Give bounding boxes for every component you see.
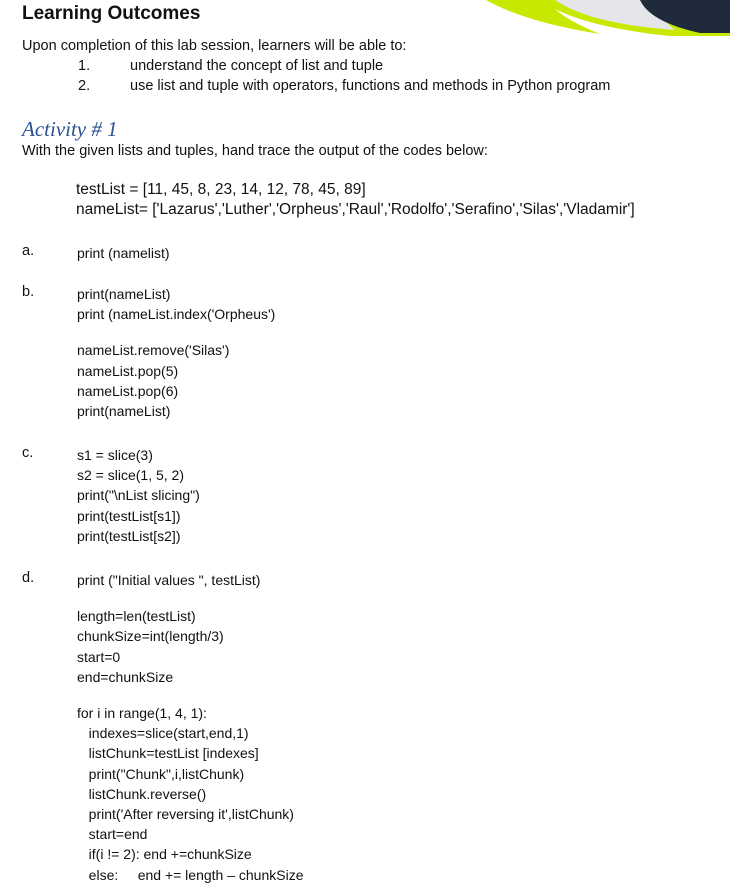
outcome-text: use list and tuple with operators, functions and methods in Python program [130, 78, 611, 94]
code-line: nameList.pop(5) [77, 362, 179, 379]
code-line: else: end += length – chunkSize [77, 866, 304, 883]
code-block [77, 606, 224, 687]
code-block [77, 445, 200, 546]
outcome-text: understand the concept of list and tuple [130, 58, 384, 74]
activity-instruction: With the given lists and tuples, hand trace the output of the codes below: [22, 143, 488, 159]
exercise-label: d. [22, 570, 35, 586]
code-line: print(nameList) [77, 402, 171, 419]
code-line: nameList.pop(6) [77, 382, 179, 399]
code-line: for i in range(1, 4, 1): [77, 705, 207, 721]
activity-title: Activity # 1 [22, 117, 118, 141]
code-block [77, 570, 260, 590]
outcome-number: 1. [78, 58, 91, 74]
code-line: print(testList[s1]) [77, 507, 181, 524]
exercise-label: b. [22, 284, 35, 300]
code-line: print(nameList) [77, 286, 171, 302]
test-list-definition: testList = [11, 45, 8, 23, 14, 12, 78, 45, 89] [76, 181, 366, 198]
outcome-number: 2. [78, 78, 91, 94]
code-line: indexes=slice(start,end,1) [77, 725, 249, 742]
code-line: print("Chunk",i,listChunk) [77, 765, 245, 782]
code-line: print(testList[s2]) [77, 527, 181, 544]
code-line: if(i != 2): end +=chunkSize [77, 846, 252, 863]
exercise-label: c. [22, 445, 34, 461]
code-block [77, 340, 229, 421]
code-block [77, 284, 275, 324]
learning-outcomes-heading: Learning Outcomes [22, 3, 201, 24]
name-list-definition: nameList= ['Lazarus','Luther','Orpheus','Raul','Rodolfo','Serafino','Silas','Vladamir'] [76, 201, 635, 218]
code-line: chunkSize=int(length/3) [77, 628, 224, 645]
code-line: start=0 [77, 648, 121, 665]
code-line: nameList.remove('Silas') [77, 342, 230, 359]
code-line: print (nameList.index('Orpheus') [77, 306, 276, 323]
exercise-label: a. [22, 243, 35, 259]
code-line: length=len(testList) [77, 608, 196, 625]
code-block [77, 243, 170, 263]
code-line: s2 = slice(1, 5, 2) [77, 467, 184, 484]
code-line: print (namelist) [77, 245, 170, 261]
code-line: listChunk=testList [indexes] [77, 745, 259, 762]
code-line: print ("Initial values ", testList) [77, 572, 261, 588]
code-line: s1 = slice(3) [77, 447, 153, 463]
intro-text: Upon completion of this lab session, learners will be able to: [22, 38, 407, 54]
code-block [77, 703, 303, 885]
code-line: print('After reversing it',listChunk) [77, 805, 294, 822]
code-line: start=end [77, 826, 148, 843]
code-line: print("\nList slicing") [77, 487, 200, 504]
code-line: end=chunkSize [77, 668, 174, 685]
code-line: listChunk.reverse() [77, 785, 207, 802]
